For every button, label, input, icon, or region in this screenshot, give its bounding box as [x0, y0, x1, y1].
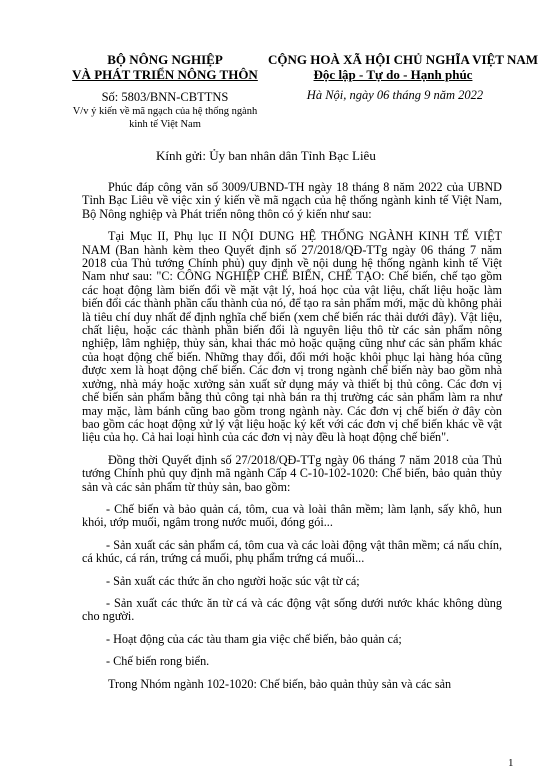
- document-subject: V/v ý kiến về mã ngạch của hệ thống ngành kinh tế Việt Nam: [72, 106, 258, 130]
- agency-name-line1: BỘ NÔNG NGHIỆP: [107, 52, 223, 67]
- paragraph: Tại Mục II, Phụ lục II NỘI DUNG HỆ THỐNG NGÀNH KINH TẾ VIỆT NAM (Ban hành kèm theo Quyết định số 27/2018/QĐ-TTg ngày 06 tháng 7 năm 2018 của Thủ tướng Chính phủ) quy định về nội dung hệ thống ngành kinh tế Việt Nam như sau: "C: CÔNG NGHIỆP CHẾ BIẾN, CHẾ TẠO: Chế biến, chế tạo gồm các hoạt động làm biến đổi về mặt vật lý, hoá học của vật liệu, chất liệu hoặc làm biến đổi các thành phần cấu thành của nó, để tạo ra sản phẩm mới, mặc dù không phải là tiêu chí duy nhất để định nghĩa chế biến (xem chế biến rác thải dưới đây). Vật liệu, chất liệu, hoặc các thành phần biến đổi là nguyên liệu thô từ các sản phẩm nông nghiệp, lâm nghiệp, thủy sản, khai thác mỏ hoặc quặng cũng như các sản phẩm khác của hoạt động chế biến. Những thay đổi, đổi mới hoặc khôi phục lại hàng hóa cũng được xem là hoạt động chế biến. Các đơn vị trong ngành chế biến này bao gồm nhà xưởng, nhà máy hoặc xưởng sản xuất sử dụng máy và thiết bị thủ công. Các đơn vị chế biến sản phẩm bằng thủ công tại nhà bán ra thị trường các sản phẩm làm ra như may mặc, làm bánh cũng bao gồm trong ngành này. Các đơn vị chế biến ở đây còn bao gồm các hoạt động xử lý vật liệu hoặc ký kết với các đơn vị chế biến khác về vật liệu của họ. Cả hai loại hình của các đơn vị này đều là hoạt động chế biến".: [82, 229, 503, 445]
- bullet-item: - Chế biến và bảo quản cá, tôm, cua và loài thân mềm; làm lạnh, sấy khô, hun khói, ướp muối, ngâm trong nước muối, đóng gói...: [82, 501, 502, 530]
- issuing-agency: [70, 52, 260, 82]
- paragraph: Đồng thời Quyết định số 27/2018/QĐ-TTg ngày 06 tháng 7 năm 2018 của Thủ tướng Chính phủ quy định mã ngành Cấp 4 C-10-102-1020: Chế biến, bảo quản thủy sản và các sản phẩm từ thủy sản, bao gồm:: [82, 452, 502, 494]
- bullet-item: - Sản xuất các sản phẩm cá, tôm cua và các loài động vật thân mềm; cá nấu chín, cá khúc, cá rán, trứng cá muối, phụ phẩm trứng cá muối...: [82, 537, 502, 566]
- document-body: [82, 181, 502, 700]
- bullet-item: - Chế biến rong biển.: [106, 654, 210, 669]
- bullet-item: - Sản xuất các thức ăn từ cá và các động vật sống dưới nước khác không dùng cho người.: [82, 595, 502, 624]
- bullet-item: - Hoạt động của các tàu tham gia việc chế biến, bảo quản cá;: [106, 631, 402, 646]
- agency-name-line2: VÀ PHÁT TRIỂN NÔNG THÔN: [72, 67, 258, 82]
- place-and-date: Hà Nội, ngày 06 tháng 9 năm 2022: [306, 88, 484, 102]
- document-number: Số: 5803/BNN-CBTTNS: [101, 90, 229, 104]
- paragraph: Phúc đáp công văn số 3009/UBND-TH ngày 18 tháng 8 năm 2022 của UBND Tỉnh Bạc Liêu về việc xin ý kiến về mã ngạch của hệ thống ngành kinh tế Việt Nam, Bộ Nông nghiệp và Phát triển nông thôn có ý kiến như sau:: [82, 180, 502, 221]
- nation-name: CỘNG HOÀ XÃ HỘI CHỦ NGHĨA VIỆT NAM: [268, 52, 539, 67]
- page-number: 1: [508, 757, 514, 769]
- paragraph: Trong Nhóm ngành 102-1020: Chế biến, bảo quản thủy sản và các sản: [108, 676, 452, 691]
- bullet-item: - Sản xuất các thức ăn cho người hoặc súc vật từ cá;: [106, 573, 360, 588]
- national-motto: [268, 52, 539, 82]
- recipient: Kính gửi: Ủy ban nhân dân Tỉnh Bạc Liêu: [156, 148, 376, 163]
- motto: Độc lập - Tự do - Hạnh phúc: [313, 67, 473, 82]
